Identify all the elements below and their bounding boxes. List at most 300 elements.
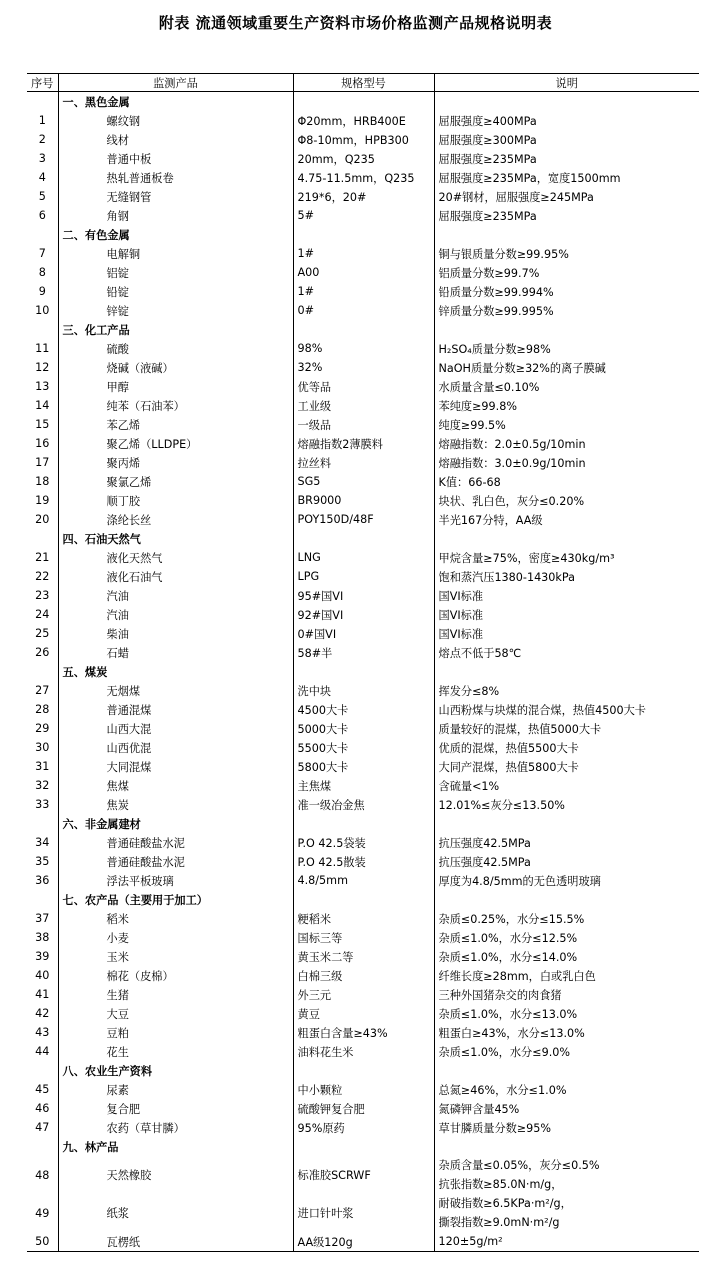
product-name: 无缝钢管 [58,187,293,206]
product-spec: 95%原药 [293,1118,434,1137]
product-name: 聚丙烯 [58,453,293,472]
table-row [27,206,699,225]
product-name: 山西优混 [58,738,293,757]
product-desc: 20#钢材，屈服强度≥245MPa [434,187,699,206]
table-row [27,643,699,662]
category-desc-cell [434,1137,699,1156]
product-spec: 4.8/5mm [293,871,434,890]
product-spec: 硫酸钾复合肥 [293,1099,434,1118]
row-number: 46 [35,1102,50,1115]
table-row [27,681,699,700]
row-number: 50 [27,1232,58,1252]
row-number: 21 [35,551,50,564]
category-desc-cell [434,814,699,833]
product-name: 小麦 [58,928,293,947]
product-spec: A00 [293,263,434,282]
row-number: 14 [35,399,50,412]
row-number: 7 [38,247,46,260]
row-number: 42 [35,1007,50,1020]
product-desc: 杂质≤1.0%，水分≤13.0% [434,1004,699,1023]
row-number: 4 [38,171,46,184]
product-desc: 山西粉煤与块煤的混合煤，热值4500大卡 [434,700,699,719]
table-row [27,111,699,130]
row-number: 38 [35,931,50,944]
row-number: 27 [35,684,50,697]
category-no-cell [27,529,58,548]
category-label: 一、黑色金属 [58,92,293,112]
product-desc [434,1194,699,1232]
row-number: 3 [38,152,46,165]
category-spec-cell [293,92,434,112]
row-number: 1 [38,114,46,127]
table-row [27,130,699,149]
product-desc: 抗压强度42.5MPa [434,852,699,871]
product-desc: 杂质≤0.25%，水分≤15.5% [434,909,699,928]
product-desc: 锌质量分数≥99.995% [434,301,699,320]
category-desc-cell [434,1061,699,1080]
row-number: 40 [35,969,50,982]
product-desc-line: 撕裂指数≥9.0mN·m²/g [438,1216,560,1229]
category-row [27,320,699,339]
category-desc-cell [434,225,699,244]
product-spec: 4500大卡 [293,700,434,719]
category-row [27,662,699,681]
product-spec: P.O 42.5袋装 [293,833,434,852]
product-name: 石蜡 [58,643,293,662]
row-number: 13 [35,380,50,393]
table-row [27,510,699,529]
product-spec: 粳稻米 [293,909,434,928]
product-spec: SG5 [293,472,434,491]
category-label: 五、煤炭 [58,662,293,681]
category-no-cell [27,814,58,833]
product-desc: 熔融指数：3.0±0.9g/10min [434,453,699,472]
product-spec: 5# [293,206,434,225]
row-number: 36 [35,874,50,887]
category-label: 八、农业生产资料 [58,1061,293,1080]
row-number: 35 [35,855,50,868]
document-title: 附表 流通领域重要生产资料市场价格监测产品规格说明表 [158,14,553,32]
row-number: 19 [35,494,50,507]
product-spec: POY150D/48F [293,510,434,529]
product-spec: 白棉三级 [293,966,434,985]
product-spec: 92#国VI [293,605,434,624]
product-name: 液化石油气 [58,567,293,586]
product-name: 汽油 [58,586,293,605]
header-spec: 规格型号 [293,74,434,92]
row-number: 29 [35,722,50,735]
category-no-cell [27,320,58,339]
product-name: 生猪 [58,985,293,1004]
table-row [27,909,699,928]
category-label: 七、农产品（主要用于加工） [58,890,293,909]
product-spec: 一级品 [293,415,434,434]
table-row [27,852,699,871]
table-row [27,377,699,396]
product-name: 花生 [58,1042,293,1061]
product-desc: 质量较好的混煤，热值5000大卡 [434,719,699,738]
category-no-cell [27,662,58,681]
product-spec: 工业级 [293,396,434,415]
table-row [27,396,699,415]
product-spec: 油料花生米 [293,1042,434,1061]
category-desc-cell [434,890,699,909]
category-label: 四、石油天然气 [58,529,293,548]
product-name: 聚氯乙烯 [58,472,293,491]
category-spec-cell [293,662,434,681]
product-desc: 屈服强度≥235MPa，宽度1500mm [434,168,699,187]
product-desc: 120±5g/m² [434,1232,699,1252]
product-desc: 含硫量<1% [434,776,699,795]
product-desc: 水质量含量≤0.10% [434,377,699,396]
table-row [27,871,699,890]
product-spec: 1# [293,282,434,301]
table-row [27,1156,699,1194]
category-no-cell [27,1137,58,1156]
table-row [27,244,699,263]
table-row [27,434,699,453]
table-row [27,700,699,719]
product-desc: 杂质≤1.0%，水分≤12.5% [434,928,699,947]
product-name: 纯苯（石油苯） [58,396,293,415]
category-row [27,1061,699,1080]
category-spec-cell [293,890,434,909]
header-desc: 说明 [434,74,699,92]
product-desc: 国VI标准 [434,586,699,605]
product-desc: H₂SO₄质量分数≥98% [434,339,699,358]
product-name: 普通硅酸盐水泥 [58,833,293,852]
product-spec: 优等品 [293,377,434,396]
product-name: 甲醇 [58,377,293,396]
category-label: 二、有色金属 [58,225,293,244]
row-number: 43 [35,1026,50,1039]
product-spec: 洗中块 [293,681,434,700]
row-number: 39 [35,950,50,963]
product-name: 普通混煤 [58,700,293,719]
product-spec: 进口针叶浆 [293,1194,434,1232]
category-spec-cell [293,814,434,833]
table-row [27,1004,699,1023]
spec-table [27,73,699,1252]
row-number: 32 [35,779,50,792]
product-name: 瓦楞纸 [58,1232,293,1252]
table-row [27,586,699,605]
category-spec-cell [293,1061,434,1080]
product-desc: 熔点不低于58℃ [434,643,699,662]
product-desc: 熔融指数：2.0±0.5g/10min [434,434,699,453]
product-desc-line: 杂质含量≤0.05%，灰分≤0.5% [438,1159,600,1172]
product-spec: 熔融指数2薄膜料 [293,434,434,453]
table-row [27,567,699,586]
product-spec: 32% [293,358,434,377]
product-spec: 粗蛋白含量≥43% [293,1023,434,1042]
category-row [27,92,699,112]
product-name: 纸浆 [58,1194,293,1232]
row-number: 30 [35,741,50,754]
product-desc: 12.01%≤灰分≤13.50% [434,795,699,814]
row-number: 24 [35,608,50,621]
header-product: 监测产品 [58,74,293,92]
product-desc: 抗压强度42.5MPa [434,833,699,852]
table-row [27,1232,699,1252]
product-desc: 铝质量分数≥99.7% [434,263,699,282]
category-no-cell [27,92,58,112]
table-row [27,415,699,434]
row-number: 10 [35,304,50,317]
product-spec: 国标三等 [293,928,434,947]
category-desc-cell [434,92,699,112]
header-no: 序号 [27,74,58,92]
product-desc-line: 抗张指数≥85.0N·m/g， [438,1178,563,1191]
product-desc-line: 耐破指数≥6.5KPa·m²/g， [438,1197,572,1210]
product-name: 铅锭 [58,282,293,301]
row-number: 6 [38,209,46,222]
table-header-row [27,74,699,92]
table-row [27,301,699,320]
row-number: 9 [38,285,46,298]
table-row [27,928,699,947]
table-row [27,168,699,187]
row-number: 12 [35,361,50,374]
product-name: 聚乙烯（LLDPE） [58,434,293,453]
product-name: 热轧普通板卷 [58,168,293,187]
category-no-cell [27,1061,58,1080]
product-desc: 氮磷钾含量45% [434,1099,699,1118]
category-desc-cell [434,320,699,339]
category-spec-cell [293,225,434,244]
table-row [27,491,699,510]
product-desc: 屈服强度≥300MPa [434,130,699,149]
product-desc: 厚度为4.8/5mm的无色透明玻璃 [434,871,699,890]
row-number: 5 [38,190,46,203]
row-number: 49 [35,1206,50,1220]
product-name: 棉花（皮棉） [58,966,293,985]
row-number: 20 [35,513,50,526]
product-desc: 三种外国猪杂交的肉食猪 [434,985,699,1004]
table-row [27,1023,699,1042]
product-name: 铝锭 [58,263,293,282]
product-desc: K值：66-68 [434,472,699,491]
category-row [27,1137,699,1156]
row-number: 23 [35,589,50,602]
product-name: 电解铜 [58,244,293,263]
product-name: 大同混煤 [58,757,293,776]
product-desc: 挥发分≤8% [434,681,699,700]
product-spec: 0# [293,301,434,320]
category-row [27,814,699,833]
row-number: 44 [35,1045,50,1058]
table-row [27,947,699,966]
product-desc: 饱和蒸汽压1380-1430kPa [434,567,699,586]
row-number: 15 [35,418,50,431]
product-spec: 拉丝料 [293,453,434,472]
product-desc: 块状、乳白色，灰分≤0.20% [434,491,699,510]
category-label: 三、化工产品 [58,320,293,339]
product-desc: 甲烷含量≥75%，密度≥430kg/m³ [434,548,699,567]
table-row [27,795,699,814]
row-number: 34 [35,836,50,849]
product-name: 线材 [58,130,293,149]
category-spec-cell [293,1137,434,1156]
product-spec: 标准胶SCRWF [293,1156,434,1194]
product-name: 浮法平板玻璃 [58,871,293,890]
product-desc: 大同产混煤，热值5800大卡 [434,757,699,776]
row-number: 47 [35,1121,50,1134]
table-row [27,624,699,643]
product-spec: LPG [293,567,434,586]
product-spec: AA级120g [293,1232,434,1252]
product-desc: 杂质≤1.0%，水分≤14.0% [434,947,699,966]
product-name: 顺丁胶 [58,491,293,510]
product-desc: 草甘膦质量分数≥95% [434,1118,699,1137]
product-desc: 屈服强度≥400MPa [434,111,699,130]
row-number: 48 [35,1168,50,1182]
table-row [27,149,699,168]
product-name: 复合肥 [58,1099,293,1118]
category-label: 九、林产品 [58,1137,293,1156]
product-spec: 4.75-11.5mm，Q235 [293,168,434,187]
product-name: 锌锭 [58,301,293,320]
table-row [27,339,699,358]
product-desc: 铅质量分数≥99.994% [434,282,699,301]
row-number: 31 [35,760,50,773]
product-name: 液化天然气 [58,548,293,567]
product-spec: 准一级冶金焦 [293,795,434,814]
row-number: 18 [35,475,50,488]
table-row [27,187,699,206]
row-number: 25 [35,627,50,640]
product-name: 大豆 [58,1004,293,1023]
product-desc: 屈服强度≥235MPa [434,206,699,225]
product-spec: 黄豆 [293,1004,434,1023]
product-spec: 219*6，20# [293,187,434,206]
product-name: 焦煤 [58,776,293,795]
table-body [27,92,699,1252]
row-number: 2 [38,133,46,146]
row-number: 41 [35,988,50,1001]
row-number: 33 [35,798,50,811]
product-spec: LNG [293,548,434,567]
product-spec: 黄玉米二等 [293,947,434,966]
product-name: 普通硅酸盐水泥 [58,852,293,871]
product-name: 稻米 [58,909,293,928]
product-name: 农药（草甘膦） [58,1118,293,1137]
product-spec: 主焦煤 [293,776,434,795]
product-name: 角钢 [58,206,293,225]
product-spec: 5500大卡 [293,738,434,757]
product-spec: 5000大卡 [293,719,434,738]
row-number: 45 [35,1083,50,1096]
row-number: 22 [35,570,50,583]
product-desc: 苯纯度≥99.8% [434,396,699,415]
product-desc [434,1156,699,1194]
table-row [27,719,699,738]
product-spec: 20mm，Q235 [293,149,434,168]
table-row [27,548,699,567]
category-desc-cell [434,529,699,548]
product-name: 尿素 [58,1080,293,1099]
table-row [27,358,699,377]
product-desc: 屈服强度≥235MPa [434,149,699,168]
product-spec: Φ8-10mm，HPB300 [293,130,434,149]
product-desc: 半光167分特，AA级 [434,510,699,529]
table-row [27,776,699,795]
row-number: 26 [35,646,50,659]
row-number: 28 [35,703,50,716]
product-name: 普通中板 [58,149,293,168]
category-no-cell [27,225,58,244]
category-row [27,529,699,548]
product-name: 无烟煤 [58,681,293,700]
product-spec: 95#国VI [293,586,434,605]
table-row [27,282,699,301]
category-no-cell [27,890,58,909]
product-spec: 1# [293,244,434,263]
product-name: 螺纹钢 [58,111,293,130]
product-spec: 5800大卡 [293,757,434,776]
product-spec: 外三元 [293,985,434,1004]
product-name: 天然橡胶 [58,1156,293,1194]
table-row [27,263,699,282]
table-row [27,1118,699,1137]
table-row [27,985,699,1004]
product-desc: 优质的混煤，热值5500大卡 [434,738,699,757]
product-name: 汽油 [58,605,293,624]
category-spec-cell [293,529,434,548]
table-row [27,966,699,985]
table-row [27,1194,699,1232]
table-row [27,1099,699,1118]
table-row [27,472,699,491]
product-desc: 总氮≥46%，水分≤1.0% [434,1080,699,1099]
product-desc: 纯度≥99.5% [434,415,699,434]
product-name: 涤纶长丝 [58,510,293,529]
product-name: 山西大混 [58,719,293,738]
product-spec: P.O 42.5散装 [293,852,434,871]
category-spec-cell [293,320,434,339]
table-row [27,1042,699,1061]
table-row [27,833,699,852]
table-row [27,1080,699,1099]
row-number: 37 [35,912,50,925]
product-spec: 0#国VI [293,624,434,643]
product-spec: Φ20mm，HRB400E [293,111,434,130]
table-row [27,605,699,624]
product-spec: 58#半 [293,643,434,662]
product-desc: 粗蛋白≥43%，水分≤13.0% [434,1023,699,1042]
product-name: 烧碱（液碱） [58,358,293,377]
product-desc: 铜与银质量分数≥99.95% [434,244,699,263]
row-number: 16 [35,437,50,450]
product-desc: NaOH质量分数≥32%的离子膜碱 [434,358,699,377]
product-desc: 国VI标准 [434,624,699,643]
product-name: 豆粕 [58,1023,293,1042]
product-name: 焦炭 [58,795,293,814]
row-number: 11 [35,342,50,355]
product-spec: 中小颗粒 [293,1080,434,1099]
product-desc: 杂质≤1.0%，水分≤9.0% [434,1042,699,1061]
category-desc-cell [434,662,699,681]
product-spec: BR9000 [293,491,434,510]
row-number: 8 [38,266,46,279]
product-spec: 98% [293,339,434,358]
category-row [27,890,699,909]
category-label: 六、非金属建材 [58,814,293,833]
product-name: 柴油 [58,624,293,643]
product-desc: 国VI标准 [434,605,699,624]
product-desc: 纤维长度≥28mm，白或乳白色 [434,966,699,985]
product-name: 硫酸 [58,339,293,358]
